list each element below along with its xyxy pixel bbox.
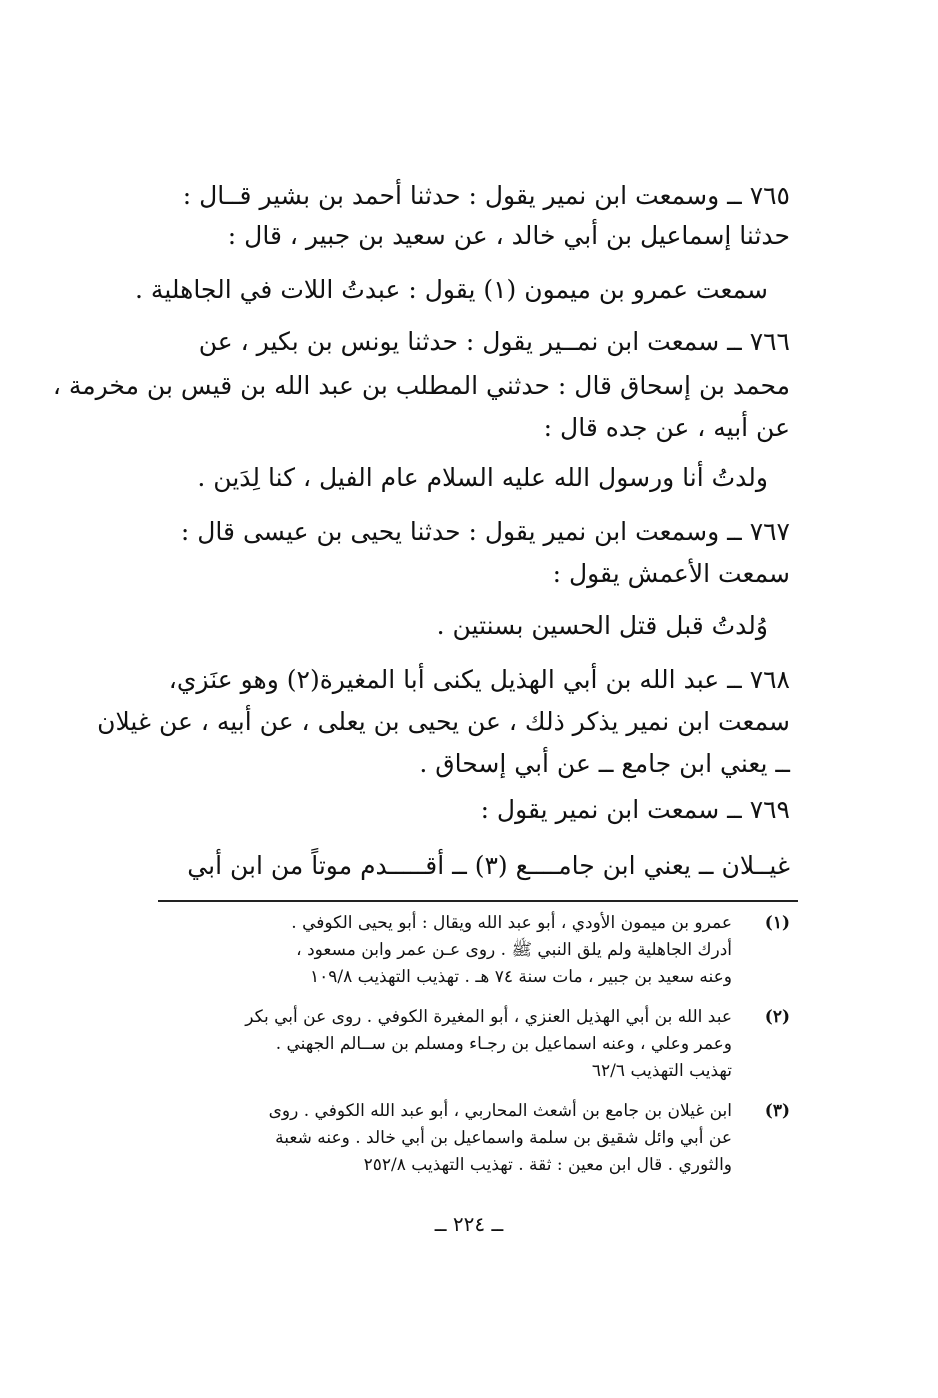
footnote-line: عمرو بن ميمون الأودي ، أبو عبد الله ويقال : أبو يحيى الكوفي .: [291, 913, 732, 933]
footnote-line: عن أبي وائل شقيق بن سلمة واسماعيل بن أبي خالد . وعنه شعبة: [275, 1128, 732, 1148]
footnote-line: عبد الله بن أبي الهذيل العنزي ، أبو المغيرة الكوفي . روى عن أبي بكر: [245, 1007, 732, 1027]
page-number: ــ ٢٢٤ ــ: [434, 1212, 504, 1236]
quote-line: وُلدتُ قبل قتل الحسين بسنتين .: [436, 611, 768, 640]
body-line: عن أبيه ، عن جده قال :: [543, 413, 790, 442]
body-line: محمد بن إسحاق قال : حدثني المطلب بن عبد الله بن قيس بن مخرمة ،: [52, 371, 790, 400]
footnote: [140, 1004, 790, 1085]
body-line: سمعت الأعمش يقول :: [552, 559, 790, 588]
footnote-line: ابن غيلان بن جامع بن أشعث المحاربي ، أبو عبد الله الكوفي . روى: [268, 1101, 732, 1121]
body-line: ٧٦٦ ــ سمعت ابن نمــير يقول : حدثنا يونس بن بكير ، عن: [198, 327, 790, 356]
footnote-line: وعمر وعلي ، وعنه اسماعيل بن رجـاء ومسلم بن ســالم الجهني .: [275, 1034, 732, 1054]
footnote-line: أدرك الجاهلية ولم يلق النبي ﷺ . روى عـن عمر وابن مسعود ،: [296, 940, 732, 960]
quote-line: سمعت عمرو بن ميمون (١) يقول : عبدتُ اللات في الجاهلية .: [135, 275, 768, 304]
quote-line: ولدتُ أنا ورسول الله عليه السلام عام الفيل ، كنا لِدَين .: [197, 463, 768, 492]
footnote: [140, 910, 790, 991]
body-line: حدثنا إسماعيل بن أبي خالد ، عن سعيد بن جبير ، قال :: [227, 221, 790, 250]
footnote: [140, 1098, 790, 1179]
footnote-line: والثوري . قال ابن معين : ثقة . تهذيب التهذيب ٢٥٢/٨: [363, 1155, 732, 1175]
body-line: ــ يعني ابن جامع ــ عن أبي إسحاق .: [419, 749, 790, 778]
body-line: سمعت ابن نمير يذكر ذلك ، عن يحيى بن يعلى ، عن أبيه ، عن غيلان: [97, 707, 790, 736]
body-line: ٧٦٥ ــ وسمعت ابن نمير يقول : حدثنا أحمد بن بشير قــال :: [182, 181, 790, 210]
body-line: ٧٦٩ ــ سمعت ابن نمير يقول :: [480, 795, 790, 824]
footnote-line: تهذيب التهذيب ٦٢/٦: [591, 1061, 732, 1081]
body-line: غيــلان ــ يعني ابن جامــــع (٣) ــ أقـــــدم موتاً من ابن أبي: [187, 851, 790, 880]
footnote-number: (٢): [764, 1007, 790, 1027]
footnote-number: (١): [764, 913, 790, 933]
body-line: ٧٦٨ ــ عبد الله بن أبي الهذيل يكنى أبا المغيرة(٢) وهو عنَزي،: [168, 665, 790, 694]
footnote-number: (٣): [764, 1101, 790, 1121]
footnote-divider: [158, 900, 798, 902]
footnote-line: وعنه سعيد بن جبير ، مات سنة ٧٤ هـ . تهذيب التهذيب ١٠٩/٨: [309, 967, 732, 987]
body-line: ٧٦٧ ــ وسمعت ابن نمير يقول : حدثنا يحيى بن عيسى قال :: [180, 517, 790, 546]
